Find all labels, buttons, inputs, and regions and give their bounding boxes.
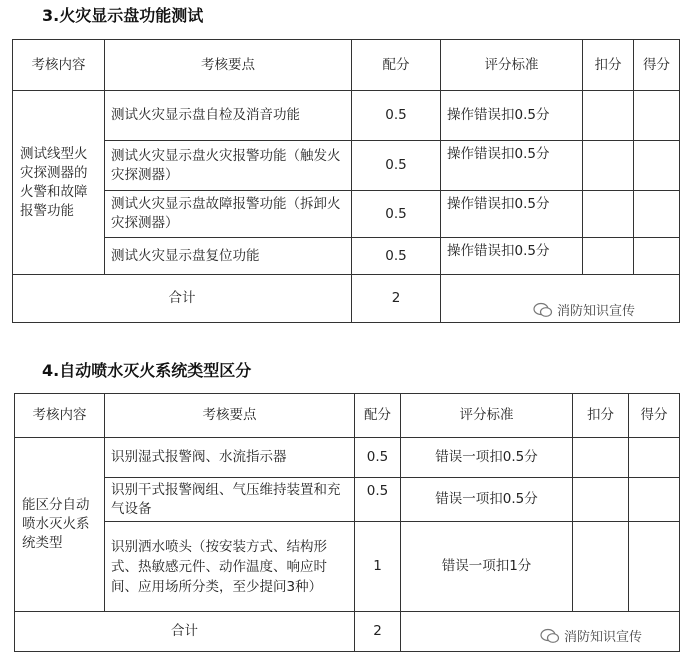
earned-cell xyxy=(634,238,680,275)
deduct-cell xyxy=(583,91,634,141)
header-content: 考核内容 xyxy=(13,40,105,91)
standard-cell: 操作错误扣0.5分 xyxy=(441,238,583,275)
total-label: 合计 xyxy=(13,275,352,323)
earned-cell xyxy=(629,438,680,478)
watermark-text: 消防知识宣传 xyxy=(564,630,643,645)
deduct-cell xyxy=(573,522,629,612)
section4-table xyxy=(14,393,680,652)
point-cell: 测试火灾显示盘自检及消音功能 xyxy=(105,91,352,141)
header-earned: 得分 xyxy=(629,394,680,438)
score-cell: 0.5 xyxy=(355,478,401,522)
point-cell: 识别湿式报警阀、水流指示器 xyxy=(105,438,355,478)
category-cell: 能区分自动喷水灭火系统类型 xyxy=(15,438,105,612)
score-cell: 0.5 xyxy=(352,238,441,275)
standard-cell: 错误一项扣0.5分 xyxy=(401,478,573,522)
earned-cell xyxy=(634,191,680,238)
deduct-cell xyxy=(583,191,634,238)
header-score: 配分 xyxy=(355,394,401,438)
header-standard: 评分标准 xyxy=(441,40,583,91)
total-label: 合计 xyxy=(15,612,355,652)
header-standard: 评分标准 xyxy=(401,394,573,438)
table-row xyxy=(15,438,680,478)
standard-cell: 操作错误扣0.5分 xyxy=(441,141,583,191)
table-row xyxy=(15,522,680,612)
header-score: 配分 xyxy=(352,40,441,91)
earned-cell xyxy=(629,478,680,522)
score-cell: 0.5 xyxy=(352,191,441,238)
wechat-icon xyxy=(533,302,553,318)
earned-cell xyxy=(634,91,680,141)
deduct-cell xyxy=(583,238,634,275)
section4-title: 4.自动喷水灭火系统类型区分 xyxy=(42,361,252,380)
point-cell: 识别洒水喷头（按安装方式、结构形式、热敏感元件、动作温度、响应时间、应用场所分类，至少提问3种） xyxy=(105,522,355,612)
earned-cell xyxy=(634,141,680,191)
score-cell: 0.5 xyxy=(352,91,441,141)
deduct-cell xyxy=(573,478,629,522)
watermark xyxy=(533,300,635,319)
total-value: 2 xyxy=(355,612,401,652)
score-cell: 1 xyxy=(355,522,401,612)
table-row xyxy=(13,91,680,141)
header-deduct: 扣分 xyxy=(583,40,634,91)
header-row xyxy=(13,40,680,91)
category-cell: 测试线型火灾探测器的火警和故障报警功能 xyxy=(13,91,105,275)
table-row xyxy=(13,191,680,238)
table-row xyxy=(13,141,680,191)
section3-title: 3.火灾显示盘功能测试 xyxy=(42,6,204,25)
score-cell: 0.5 xyxy=(355,438,401,478)
watermark-text: 消防知识宣传 xyxy=(557,304,636,319)
header-row xyxy=(15,394,680,438)
score-cell: 0.5 xyxy=(352,141,441,191)
standard-cell: 操作错误扣0.5分 xyxy=(441,191,583,238)
wechat-icon xyxy=(540,628,560,644)
standard-cell: 错误一项扣0.5分 xyxy=(401,438,573,478)
deduct-cell xyxy=(583,141,634,191)
standard-cell: 操作错误扣0.5分 xyxy=(441,91,583,141)
point-cell: 测试火灾显示盘火灾报警功能（触发火灾探测器） xyxy=(105,141,352,191)
section3-table xyxy=(12,39,680,323)
point-cell: 识别干式报警阀组、气压维持装置和充气设备 xyxy=(105,478,355,522)
deduct-cell xyxy=(573,438,629,478)
point-cell: 测试火灾显示盘复位功能 xyxy=(105,238,352,275)
header-points: 考核要点 xyxy=(105,394,355,438)
earned-cell xyxy=(629,522,680,612)
total-value: 2 xyxy=(352,275,441,323)
standard-cell: 错误一项扣1分 xyxy=(401,522,573,612)
header-content: 考核内容 xyxy=(15,394,105,438)
table-row xyxy=(13,238,680,275)
point-cell: 测试火灾显示盘故障报警功能（拆卸火灾探测器） xyxy=(105,191,352,238)
header-earned: 得分 xyxy=(634,40,680,91)
watermark xyxy=(540,626,642,645)
header-deduct: 扣分 xyxy=(573,394,629,438)
table-row xyxy=(15,478,680,522)
header-points: 考核要点 xyxy=(105,40,352,91)
